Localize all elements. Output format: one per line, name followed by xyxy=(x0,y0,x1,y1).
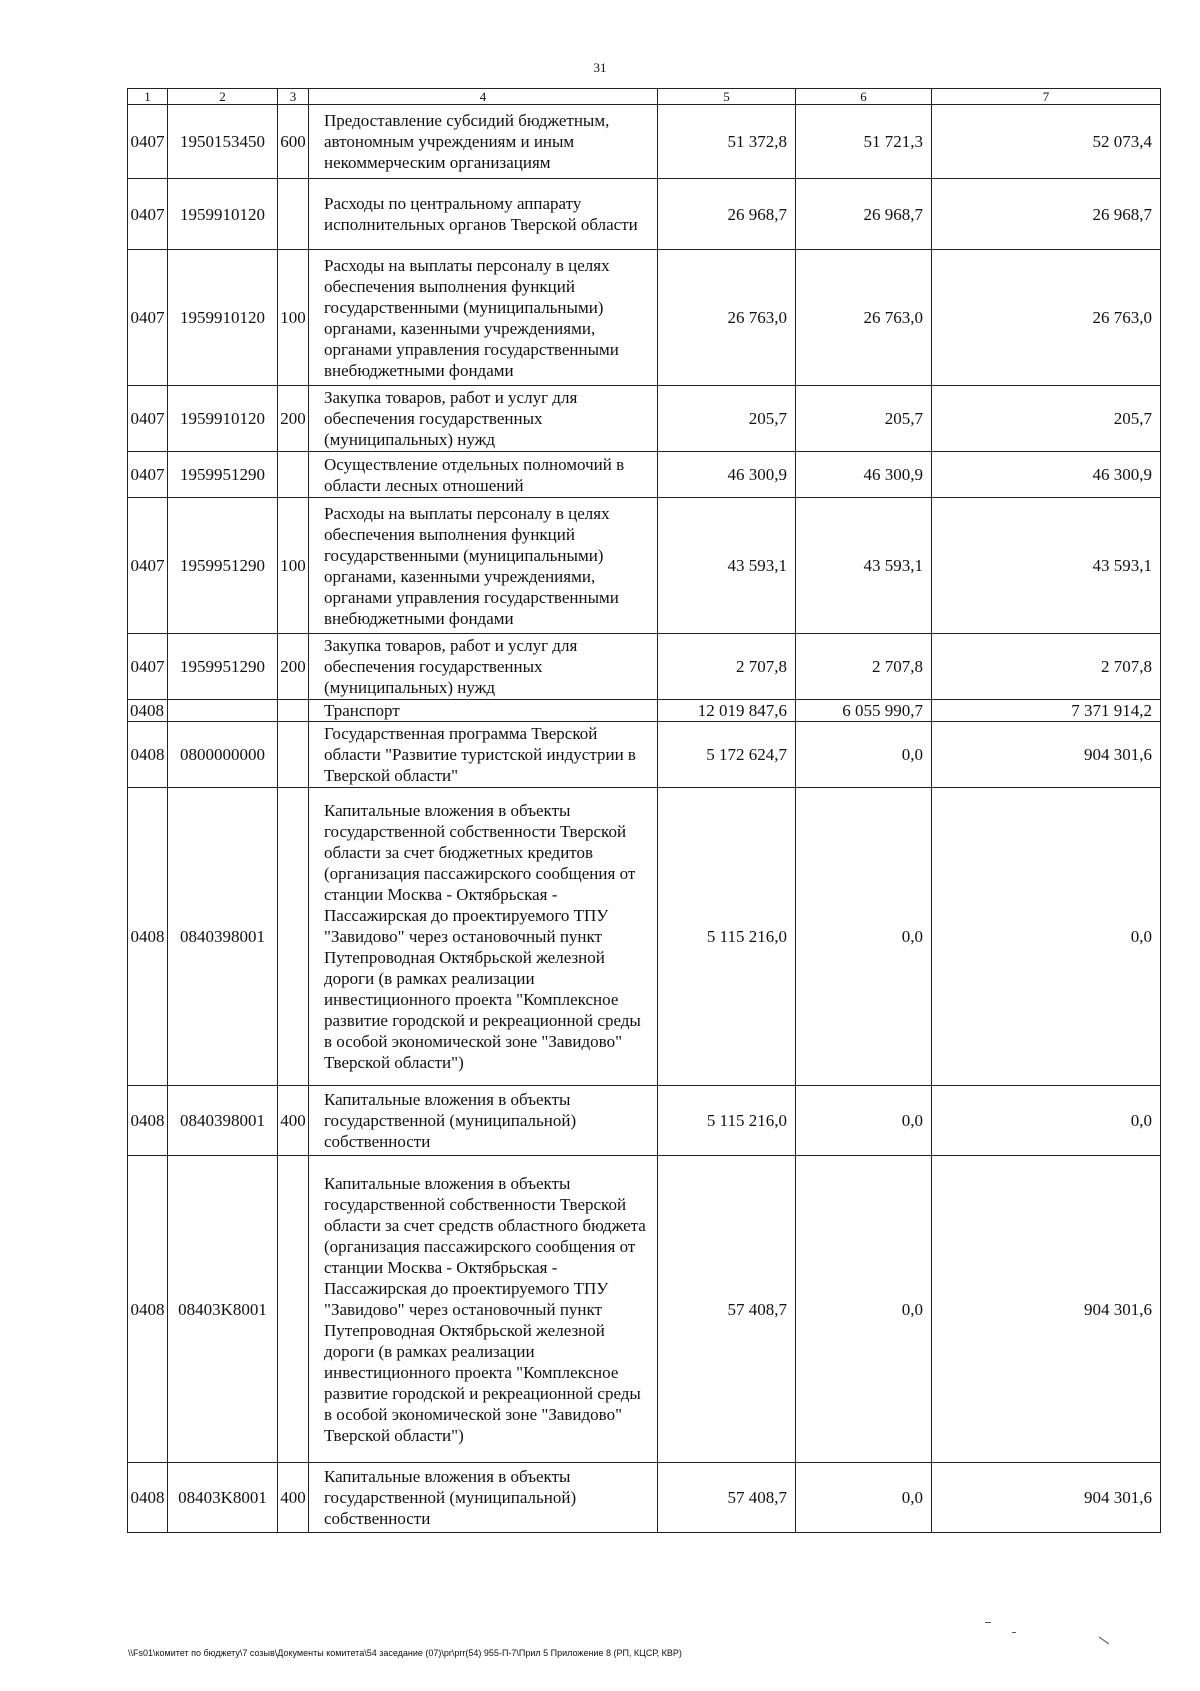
cell-rp: 0408 xyxy=(128,700,168,722)
cell-vr: 100 xyxy=(278,250,309,386)
cell-year2: 26 763,0 xyxy=(796,250,932,386)
header-col-2: 2 xyxy=(168,89,278,105)
cell-csr: 1959951290 xyxy=(168,452,278,498)
cell-name: Закупка товаров, работ и услуг для обеспечения государственных (муниципальных) нужд xyxy=(309,634,658,700)
cell-csr: 1950153450 xyxy=(168,105,278,179)
cell-year1: 5 115 216,0 xyxy=(658,788,796,1086)
cell-rp: 0407 xyxy=(128,250,168,386)
cell-vr xyxy=(278,788,309,1086)
cell-year3: 2 707,8 xyxy=(932,634,1161,700)
footer-file-path: \\Fs01\комитет по бюджету\7 созыв\Документы комитета\54 заседание (07)\pr\prr(54) 955-П-7\Прил 5 Приложение 8 (РП, КЦСР, КВР) xyxy=(128,1648,682,1658)
cell-rp: 0408 xyxy=(128,1156,168,1463)
cell-year2: 0,0 xyxy=(796,1156,932,1463)
header-col-5: 5 xyxy=(658,89,796,105)
cell-year2: 46 300,9 xyxy=(796,452,932,498)
table-row xyxy=(128,498,1161,634)
cell-name: Государственная программа Тверской области "Развитие туристской индустрии в Тверской области" xyxy=(309,722,658,788)
cell-csr: 08403K8001 xyxy=(168,1156,278,1463)
cell-year3: 904 301,6 xyxy=(932,1463,1161,1533)
cell-year1: 26 968,7 xyxy=(658,179,796,250)
cell-rp: 0407 xyxy=(128,105,168,179)
cell-year3: 43 593,1 xyxy=(932,498,1161,634)
cell-year1: 2 707,8 xyxy=(658,634,796,700)
header-row xyxy=(128,89,1161,105)
cell-vr: 400 xyxy=(278,1463,309,1533)
table-row xyxy=(128,1156,1161,1463)
cell-name: Расходы на выплаты персоналу в целях обеспечения выполнения функций государственными (муниципальными) органами, казенными учреждениями, органами управления государственными внебюджетными фондами xyxy=(309,250,658,386)
cell-csr xyxy=(168,700,278,722)
cell-year2: 0,0 xyxy=(796,722,932,788)
cell-year3: 904 301,6 xyxy=(932,722,1161,788)
cell-year2: 6 055 990,7 xyxy=(796,700,932,722)
table-row xyxy=(128,105,1161,179)
cell-year1: 57 408,7 xyxy=(658,1156,796,1463)
cell-name: Предоставление субсидий бюджетным, автономным учреждениям и иным некоммерческим организациям xyxy=(309,105,658,179)
cell-rp: 0408 xyxy=(128,788,168,1086)
table-row xyxy=(128,700,1161,722)
cell-vr xyxy=(278,452,309,498)
cell-vr: 400 xyxy=(278,1086,309,1156)
cell-year2: 51 721,3 xyxy=(796,105,932,179)
cell-csr: 1959910120 xyxy=(168,250,278,386)
cell-year3: 52 073,4 xyxy=(932,105,1161,179)
cell-csr: 08403K8001 xyxy=(168,1463,278,1533)
cell-year2: 43 593,1 xyxy=(796,498,932,634)
cell-year3: 0,0 xyxy=(932,788,1161,1086)
scan-speck xyxy=(1012,1632,1016,1633)
cell-vr xyxy=(278,179,309,250)
cell-year1: 51 372,8 xyxy=(658,105,796,179)
cell-name: Закупка товаров, работ и услуг для обеспечения государственных (муниципальных) нужд xyxy=(309,386,658,452)
cell-csr: 0840398001 xyxy=(168,1086,278,1156)
cell-name: Расходы по центральному аппарату исполнительных органов Тверской области xyxy=(309,179,658,250)
header-col-6: 6 xyxy=(796,89,932,105)
cell-year1: 43 593,1 xyxy=(658,498,796,634)
cell-csr: 1959951290 xyxy=(168,498,278,634)
cell-csr: 0840398001 xyxy=(168,788,278,1086)
table-row xyxy=(128,386,1161,452)
cell-name: Капитальные вложения в объекты государственной собственности Тверской области за счет бюджетных кредитов (организация пассажирского сообщения от станции Москва - Октябрьская - Пассажирская до проектируемого ТПУ "Завидово" через остановочный пункт Путепроводная Октябрьской железной дороги (в рамках реализации инвестиционного проекта "Комплексное развитие городской и рекреационной среды в особой экономической зоне "Завидово" Тверской области") xyxy=(309,788,658,1086)
cell-csr: 1959910120 xyxy=(168,179,278,250)
cell-year2: 0,0 xyxy=(796,1463,932,1533)
cell-name: Капитальные вложения в объекты государственной собственности Тверской области за счет средств областного бюджета (организация пассажирского сообщения от станции Москва - Октябрьская - Пассажирская до проектируемого ТПУ "Завидово" через остановочный пункт Путепроводная Октябрьской железной дороги (в рамках реализации инвестиционного проекта "Комплексное развитие городской и рекреационной среды в особой экономической зоне "Завидово" Тверской области") xyxy=(309,1156,658,1463)
cell-year2: 205,7 xyxy=(796,386,932,452)
budget-table-container xyxy=(127,88,1160,1533)
cell-year1: 5 172 624,7 xyxy=(658,722,796,788)
cell-vr xyxy=(278,722,309,788)
page-number: 31 xyxy=(593,60,607,75)
table-row xyxy=(128,452,1161,498)
table-row xyxy=(128,788,1161,1086)
cell-rp: 0407 xyxy=(128,498,168,634)
table-row xyxy=(128,179,1161,250)
cell-vr: 600 xyxy=(278,105,309,179)
cell-name: Капитальные вложения в объекты государственной (муниципальной) собственности xyxy=(309,1086,658,1156)
cell-name: Капитальные вложения в объекты государственной (муниципальной) собственности xyxy=(309,1463,658,1533)
cell-vr: 200 xyxy=(278,386,309,452)
scan-speck xyxy=(1099,1637,1109,1645)
cell-year2: 26 968,7 xyxy=(796,179,932,250)
cell-name: Расходы на выплаты персоналу в целях обеспечения выполнения функций государственными (муниципальными) органами, казенными учреждениями, органами управления государственными внебюджетными фондами xyxy=(309,498,658,634)
table-row xyxy=(128,1086,1161,1156)
cell-year1: 26 763,0 xyxy=(658,250,796,386)
cell-year1: 12 019 847,6 xyxy=(658,700,796,722)
cell-rp: 0407 xyxy=(128,452,168,498)
cell-year2: 2 707,8 xyxy=(796,634,932,700)
cell-year1: 46 300,9 xyxy=(658,452,796,498)
cell-year1: 205,7 xyxy=(658,386,796,452)
cell-year3: 7 371 914,2 xyxy=(932,700,1161,722)
table-row xyxy=(128,1463,1161,1533)
cell-rp: 0408 xyxy=(128,722,168,788)
cell-rp: 0408 xyxy=(128,1463,168,1533)
cell-year3: 0,0 xyxy=(932,1086,1161,1156)
cell-vr xyxy=(278,700,309,722)
cell-name: Осуществление отдельных полномочий в области лесных отношений xyxy=(309,452,658,498)
header-col-7: 7 xyxy=(932,89,1161,105)
cell-year3: 904 301,6 xyxy=(932,1156,1161,1463)
cell-vr: 100 xyxy=(278,498,309,634)
cell-vr: 200 xyxy=(278,634,309,700)
scan-speck xyxy=(985,1622,991,1623)
cell-year2: 0,0 xyxy=(796,788,932,1086)
cell-year3: 26 763,0 xyxy=(932,250,1161,386)
cell-csr: 1959951290 xyxy=(168,634,278,700)
table-row xyxy=(128,722,1161,788)
cell-rp: 0408 xyxy=(128,1086,168,1156)
table-row xyxy=(128,634,1161,700)
cell-year1: 5 115 216,0 xyxy=(658,1086,796,1156)
cell-rp: 0407 xyxy=(128,179,168,250)
cell-year3: 26 968,7 xyxy=(932,179,1161,250)
header-col-4: 4 xyxy=(309,89,658,105)
header-col-3: 3 xyxy=(278,89,309,105)
table-row xyxy=(128,250,1161,386)
cell-rp: 0407 xyxy=(128,386,168,452)
cell-csr: 0800000000 xyxy=(168,722,278,788)
cell-csr: 1959910120 xyxy=(168,386,278,452)
cell-year2: 0,0 xyxy=(796,1086,932,1156)
cell-name: Транспорт xyxy=(309,700,658,722)
header-col-1: 1 xyxy=(128,89,168,105)
budget-table xyxy=(127,88,1161,1533)
cell-vr xyxy=(278,1156,309,1463)
cell-year3: 46 300,9 xyxy=(932,452,1161,498)
cell-year3: 205,7 xyxy=(932,386,1161,452)
cell-rp: 0407 xyxy=(128,634,168,700)
cell-year1: 57 408,7 xyxy=(658,1463,796,1533)
